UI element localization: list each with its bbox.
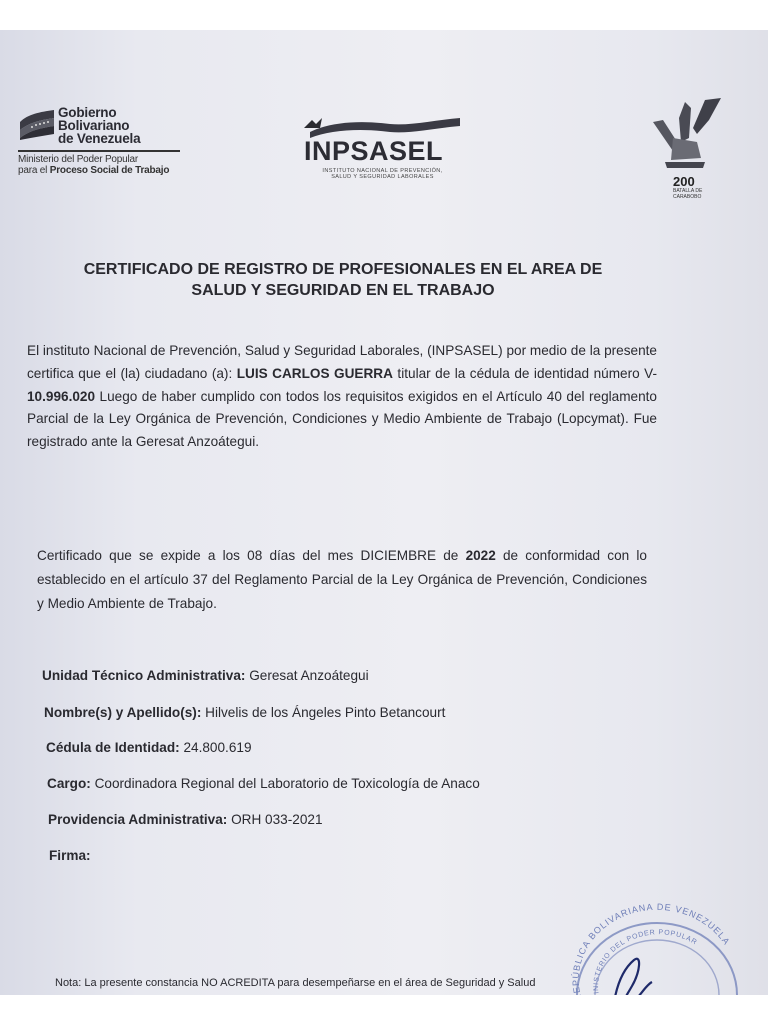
citizen-name: LUIS CARLOS GUERRA — [236, 365, 393, 381]
ministry-line2 — [18, 165, 169, 176]
title-line1: CERTIFICADO DE REGISTRO DE PROFESIONALES EN EL AREA DE — [83, 261, 603, 278]
bicentenario-logo — [645, 98, 727, 228]
government-logo — [18, 106, 198, 176]
field-value: Geresat Anzoátegui — [245, 668, 369, 683]
field-label: Nombre(s) y Apellido(s): — [44, 705, 202, 720]
stamp-inner-text: MINISTERIO DEL PODER POPULAR — [593, 929, 699, 1002]
note-emphasis: NO ACREDITA — [201, 977, 275, 989]
bicentenario-number: 200 — [673, 174, 695, 189]
issuance-paragraph — [37, 544, 647, 616]
paragraph2-text-a: Certificado que se expide a los 08 días del mes DICIEMBRE de — [37, 548, 466, 563]
field-value: Coordinadora Regional del Laboratorio de Toxicología de Anaco — [90, 776, 480, 791]
stamp-outer-text: REPÚBLICA BOLIVARIANA DE VENEZUELA — [570, 901, 733, 1003]
field-providencia — [48, 812, 323, 827]
inpsasel-sub2: SALUD Y SEGURIDAD LABORALES — [331, 174, 434, 180]
field-label: Providencia Administrativa: — [48, 812, 228, 827]
certificate-title — [38, 259, 648, 301]
inpsasel-sub1: INSTITUTO NACIONAL DE PREVENCIÓN, — [322, 168, 443, 174]
government-name — [58, 106, 140, 145]
ministry-name — [18, 154, 169, 176]
official-stamp — [552, 890, 742, 1003]
bicentenario-subtitle: BATALLA DE CARABOBO — [673, 188, 703, 200]
ministry-bold: Proceso Social de Trabajo — [49, 165, 170, 176]
ministry-prefix: para el — [18, 165, 50, 176]
field-label: Cédula de Identidad: — [46, 740, 180, 755]
paragraph1-text-a: El instituto Nacional de Prevención, Salud y Seguridad Laborales, (INPSASEL) por medio de la presente certifica que el (la) ciudadano (a): — [27, 343, 657, 381]
ministry-line1: Ministerio del Poder Popular — [18, 154, 139, 165]
paragraph1-text-b: titular de la cédula de identidad número V- — [392, 365, 657, 381]
paragraph2-text-b: de conformidad con lo establecido en el artículo 37 del Reglamento Parcial de la Ley Orgánica de Prevención, Condiciones y Medio Ambiente de Trabajo. — [37, 548, 647, 611]
field-nombre — [44, 705, 445, 720]
gov-line1: Gobierno — [58, 105, 117, 120]
note-suffix: para desempeñarse en el área de Seguridad y Salud — [274, 977, 536, 989]
footer-note — [55, 977, 535, 989]
gov-line3: de Venezuela — [58, 131, 141, 146]
citizen-id: 10.996.020 — [27, 388, 96, 404]
field-value: ORH 033-2021 — [227, 812, 323, 827]
title-line2: SALUD Y SEGURIDAD EN EL TRABAJO — [191, 282, 495, 299]
field-cargo — [47, 776, 480, 791]
monument-icon — [645, 98, 727, 174]
gov-divider — [18, 150, 180, 152]
certification-paragraph — [27, 340, 657, 454]
field-label: Unidad Técnico Administrativa: — [42, 668, 246, 683]
gov-line2: Bolivariano — [58, 118, 130, 133]
inpsasel-subtitle — [300, 168, 465, 180]
note-prefix: Nota: La presente constancia — [55, 977, 202, 989]
field-unidad — [42, 668, 369, 683]
field-firma — [49, 848, 91, 863]
inpsasel-logo — [300, 114, 465, 184]
signature-mark — [612, 959, 652, 995]
issue-year: 2022 — [465, 548, 496, 563]
document-page — [0, 30, 768, 1003]
inpsasel-wordmark: INPSASEL — [304, 136, 444, 166]
field-cedula — [46, 740, 252, 755]
venezuela-flag-icon — [18, 108, 56, 140]
field-value: 24.800.619 — [179, 740, 252, 755]
field-value: Hilvelis de los Ángeles Pinto Betancourt — [201, 705, 446, 720]
field-label: Cargo: — [47, 776, 91, 791]
paragraph1-text-c: Luego de haber cumplido con todos los requisitos exigidos en el Artículo 40 del reglamento Parcial de la Ley Orgánica de Prevención, Condiciones y Medio Ambiente de Trabajo (Lopcymat). Fue registrado ante la Geresat Anzoátegui. — [27, 388, 657, 450]
field-label: Firma: — [49, 848, 91, 863]
